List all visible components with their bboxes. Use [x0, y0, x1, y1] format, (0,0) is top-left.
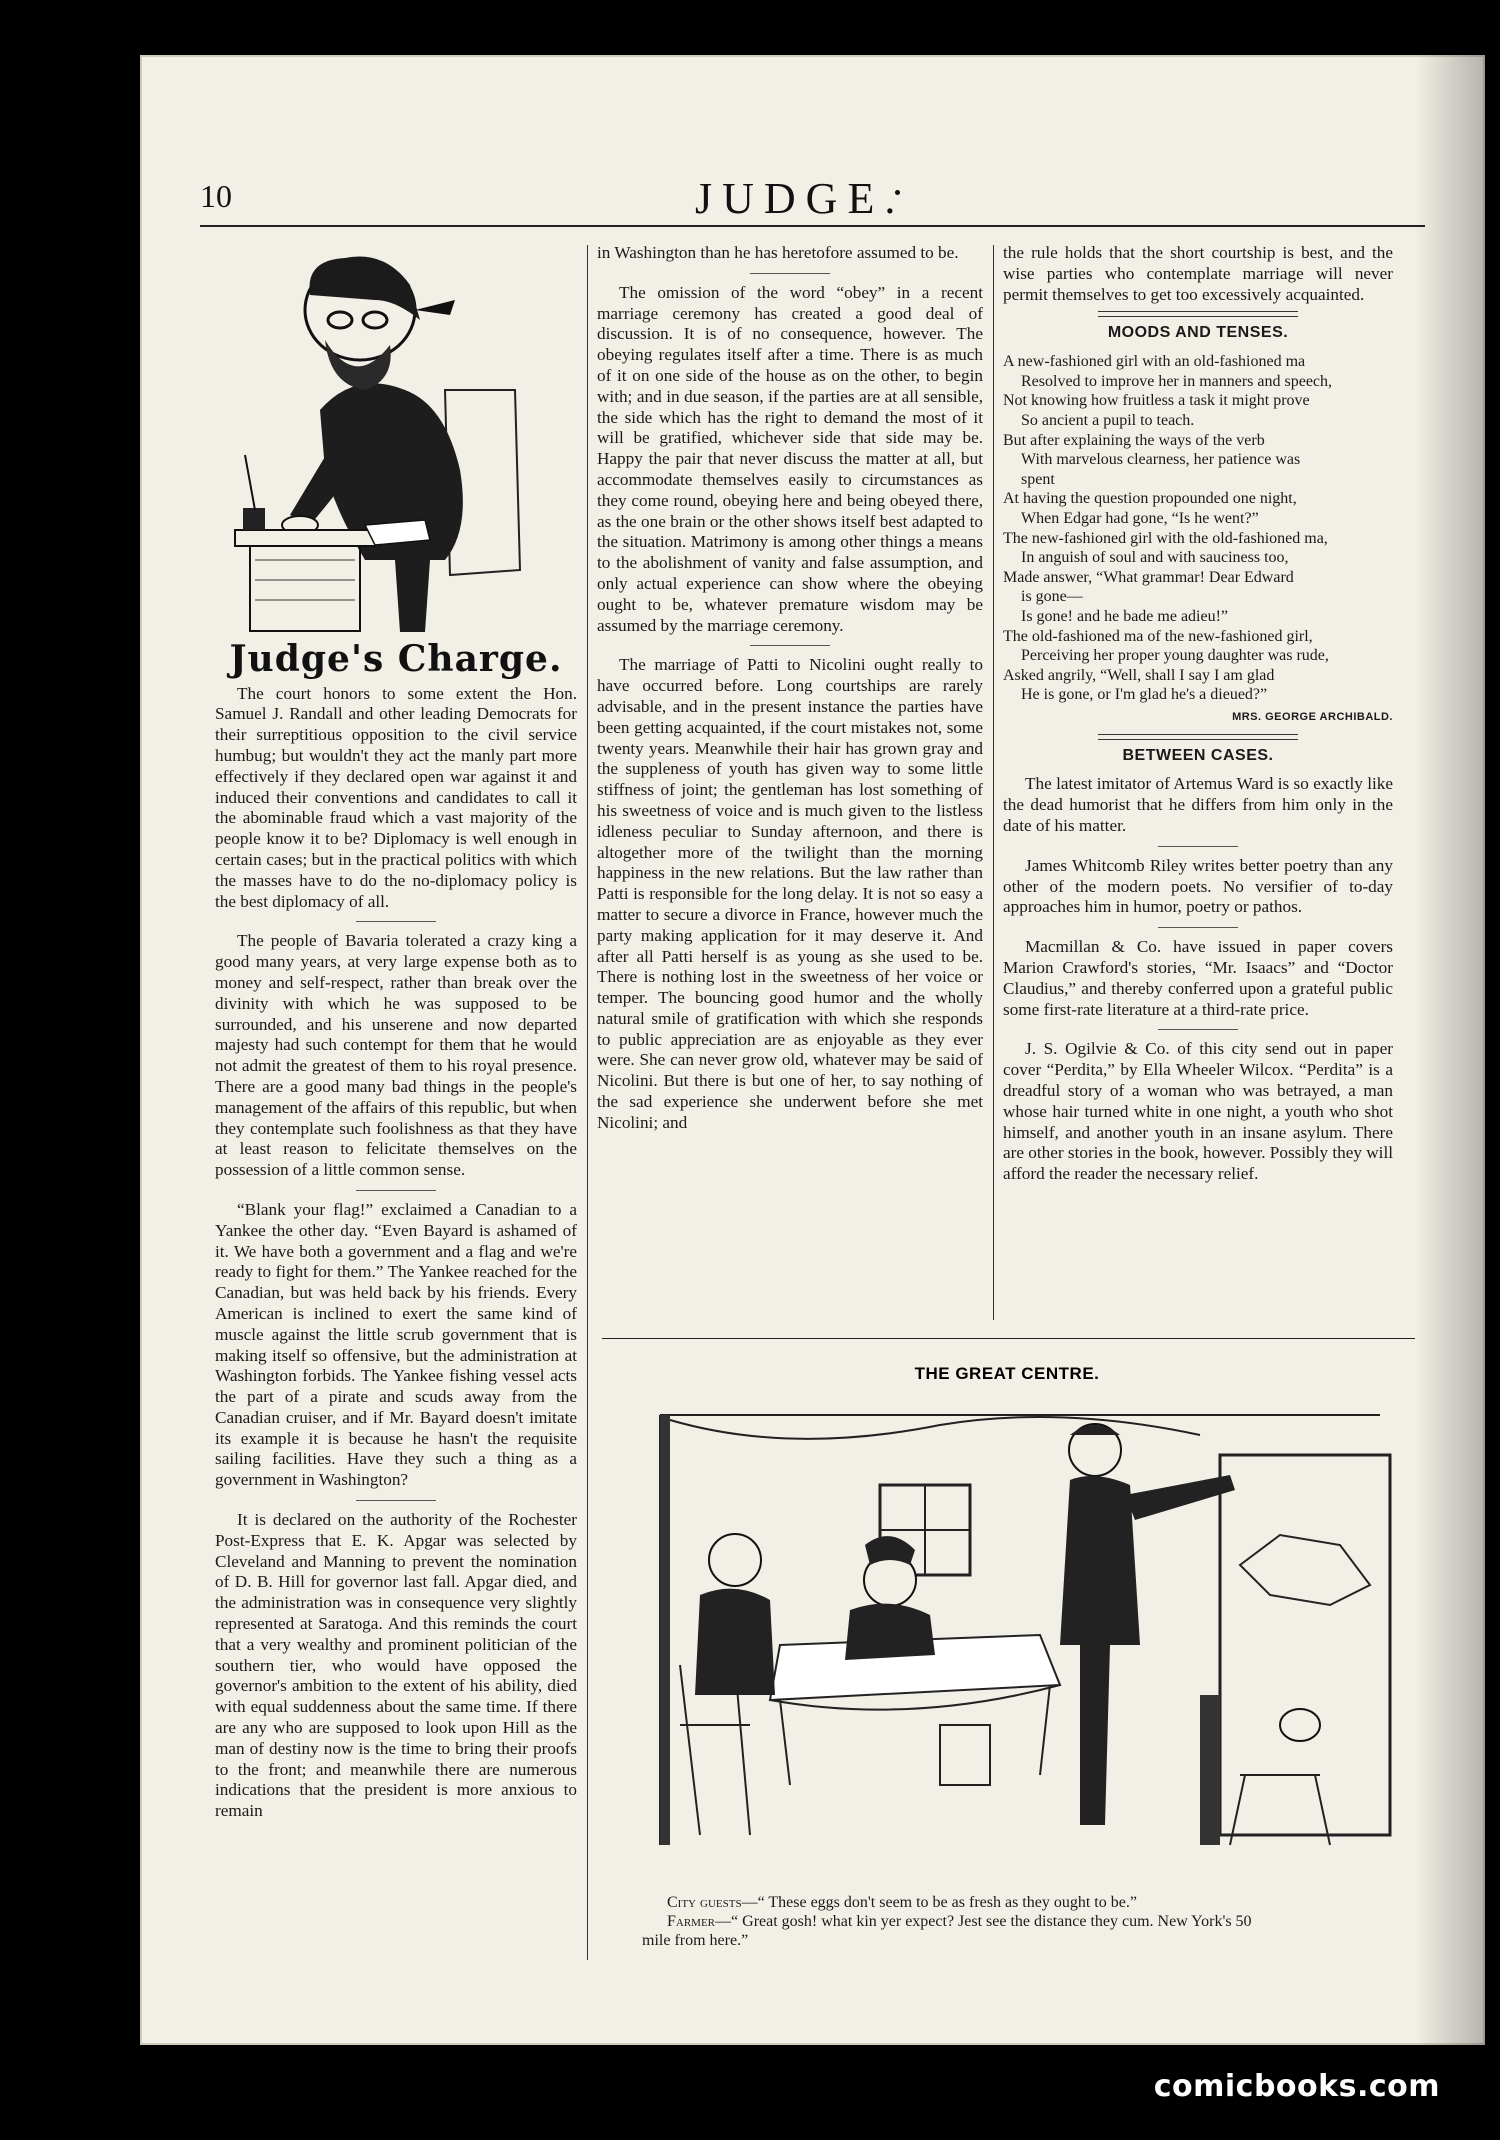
poem-line: spent: [1021, 470, 1055, 488]
newspaper-page: [140, 55, 1485, 2045]
poem-line: In anguish of soul and with sauciness too,: [1021, 549, 1289, 567]
caption-speaker-guests: City guests: [667, 1894, 742, 1911]
poem-line: Not knowing how fruitless a task it might prove: [1003, 392, 1310, 410]
poem-line: But after explaining the ways of the verb: [1003, 431, 1265, 449]
cartoon-caption: [642, 1893, 1402, 1950]
poem-line: At having the question propounded one night,: [1003, 490, 1297, 508]
separator: [1158, 846, 1238, 847]
separator: [750, 645, 830, 646]
double-rule: [1098, 734, 1298, 740]
double-rule: [1098, 311, 1298, 317]
caption-line-1: [642, 1893, 1402, 1912]
poem-line: Is gone! and he bade me adieu!”: [1021, 607, 1229, 625]
judge-caricature-illustration: [215, 240, 577, 635]
col1-paragraph-3: “Blank your flag!” exclaimed a Canadian to a Yankee the other day. “Even Bayard is ashamed of it. We have both a government and a flag and we're ready to fight for them.” The Yankee reached for the Canadian, but was held back by his friends. Every American is inclined to exert the same kind of muscle against the little scrub government that is making itself so offensive, but the administration at Washington forbids. The Yankee fishing vessel acts the part of a pirate and scuds away from the Canadian cruiser, and if Mr. Bayard doesn't imitate its example it is because he hasn't the requisite sailing facilities. Have they such a thing as a government in Washington?: [215, 1199, 577, 1490]
caption-speaker-farmer: Farmer: [667, 1913, 716, 1930]
col3-intro: the rule holds that the short courtship is best, and the wise parties who contemplate marriage will never permit themselves to get too excessively acquainted.: [1003, 243, 1393, 304]
poem-line: Made answer, “What grammar! Dear Edward: [1003, 568, 1294, 586]
watermark: comicbooks.com: [1153, 2069, 1440, 2104]
judges-charge-title: Judge's Charge.: [229, 637, 563, 680]
masthead: JUDGE.: [695, 174, 906, 223]
col3-paragraph-3: Macmillan & Co. have issued in paper covers Marion Crawford's stories, “Mr. Isaacs” and “Doctor Claudius,” and thereby conferred upon a grateful public some first-rate literature at a third-rate price.: [1003, 937, 1393, 1019]
poem-line: Resolved to improve her in manners and speech,: [1021, 372, 1333, 390]
poem-line: He is gone, or I'm glad he's a dieued?”: [1021, 686, 1268, 704]
poem-line: So ancient a pupil to teach.: [1021, 411, 1195, 429]
header-rule: [200, 225, 1425, 227]
section-title: BETWEEN CASES.: [1122, 746, 1274, 764]
poem-line: With marvelous clearness, her patience was: [1021, 451, 1301, 469]
poem-line: The new-fashioned girl with the old-fashioned ma,: [1003, 529, 1328, 547]
col3-paragraph-2: James Whitcomb Riley writes better poetry than any other of the modern poets. No versifier of to-day approaches him in humor, poetry or pathos.: [1003, 855, 1393, 917]
column-rule: [993, 245, 994, 1320]
caption-line-2-text: —“ Great gosh! what kin yer expect? Jest see the distance they cum. New York's 50: [715, 1913, 1252, 1930]
poem-credit: MRS. GEORGE ARCHIBALD.: [1232, 710, 1393, 723]
separator: [750, 273, 830, 274]
col1-paragraph-4: It is declared on the authority of the Rochester Post-Express that E. K. Apgar was selected by Cleveland and Manning to prevent the nomination of D. B. Hill for governor last fall. Apgar died, and the administration was in consequence very slightly represented at Saratoga. And this reminds the court that a very wealthy and prominent politician of the southern tier, who would have opposed the governor's ambition to the extent of his ability, died with equal suddenness about the same time. If there are any who are supposed to look upon Hill as the man of destiny now is the time to bring their proofs to the front; and meanwhile there are numerous indications that the president is more anxious to remain: [215, 1510, 577, 1821]
col1-paragraph-1: The court honors to some extent the Hon. Samuel J. Randall and other leading Democrats for their surreptitious opposition to the civil service humbug; but wouldn't they act the manly part more effectively if they declared open war against it and induced their conventions and candidates to call it the abominable fraud which a vast majority of the people know it to be? Diplomacy is well enough in certain cases; but in the practical politics with which the masses have to do the no-diplomacy policy is the best diplomacy of all.: [215, 683, 577, 911]
poem-line: When Edgar had gone, “Is he went?”: [1021, 509, 1259, 527]
poem-line: The old-fashioned ma of the new-fashioned girl,: [1003, 627, 1313, 645]
separator: [1158, 927, 1238, 928]
poem: [1003, 352, 1393, 705]
col2-paragraph-1: in Washington than he has heretofore assumed to be.: [597, 243, 959, 262]
column-rule: [587, 245, 588, 1960]
page-edge-shadow: [1415, 55, 1485, 2045]
caption-line-1-text: —“ These eggs don't seem to be as fresh as they ought to be.”: [741, 1894, 1137, 1911]
col3-paragraph-4: J. S. Ogilvie & Co. of this city send out in paper cover “Perdita,” by Ella Wheeler Wilcox. “Perdita” is a dreadful story of a woman who was betrayed, a man whose hair turned white in one night, a youth who shot himself, and another youth in an insane asylum. There are other stories in the book, however. Possibly they will afford the reader the necessary relief.: [1003, 1039, 1393, 1184]
poem-line: A new-fashioned girl with an old-fashioned ma: [1003, 353, 1306, 371]
poem-line: is gone—: [1021, 588, 1083, 606]
caption-line-2: [642, 1912, 1402, 1931]
separator: [1158, 1029, 1238, 1030]
column-2: [597, 243, 983, 1134]
separator: [356, 921, 436, 922]
cartoon-top-rule: [602, 1338, 1415, 1339]
poem-line: Perceiving her proper young daughter was rude,: [1021, 647, 1329, 665]
poem-title: MOODS AND TENSES.: [1107, 324, 1289, 342]
column-1: [215, 240, 577, 1822]
separator: [356, 1190, 436, 1191]
page-number: 10: [200, 178, 232, 214]
separator: [356, 1500, 436, 1501]
col3-paragraph-1: The latest imitator of Artemus Ward is so exactly like the dead humorist that he differs from him only in the date of his matter.: [1003, 774, 1393, 836]
caption-line-3: mile from here.”: [642, 1932, 749, 1949]
col1-paragraph-2: The people of Bavaria tolerated a crazy king a good many years, at very large expense both as to money and self-respect, rather than break over the divinity with which he was supposed to be surrounded, and his unserene and now departed majesty had such contempt for them that he would not admit the greatest of them to his royal presence. There are a good many bad things in the people's management of the affairs of this republic, but when they contemplate such foolishness as that they have at least reason to felicitate themselves on the possession of a little common sense.: [215, 931, 577, 1180]
cartoon-title: THE GREAT CENTRE.: [914, 1364, 1100, 1383]
col2-paragraph-3: The marriage of Patti to Nicolini ought really to have occurred before. Long courtships are rarely advisable, and in the present instance the parties have been getting acquainted, if the court mistakes not, some twenty years. Meanwhile their hair has grown gray and the suppleness of youth has given way to some little stiffness of joint; the gentleman has lost something of his sweetness of voice and is much given to the listless idleness peculiar to Sunday afternoon, and there is altogether more of the twilight than the morning happiness in the new relations. But the law rather than Patti is responsible for the long delay. It is not so easy a matter to secure a divorce in France, however much the party making application for it may deserve it. And after all Patti herself is as young as she used to be. There is nothing lost in the sweetness of her voice or temper. The bouncing good humor and the wholly natural smile of gratification with which she responds to public appreciation are as enjoyable as they ever were. She can never grow old, whatever may be said of Nicolini. But there is but one of her, to say nothing of the sad experience she underwent before she met Nicolini; and: [597, 655, 983, 1132]
column-3: [1003, 243, 1393, 1185]
great-centre-cartoon-illustration: [640, 1395, 1400, 1855]
poem-line: Asked angrily, “Well, shall I say I am glad: [1003, 666, 1275, 684]
col2-paragraph-2: The omission of the word “obey” in a recent marriage ceremony has created a good deal of discussion. It is of no consequence, however. The obeying regulates itself after a time. There is as much of it on one side of the house as on the other, to begin with; and in due season, if the parties are at all sensible, the side which has the right to demand the most of it will be gratified, whichever side that side may be. Happy the pair that never discuss the matter at all, but accommodate themselves easily to circumstances as they come round, obeying here and being obeyed there, as the one brain or the other shows itself best adapted to the situation. Matrimony is among other things a means to the abolishment of vanity and false assumption, and only actual experience can show where the obeying ought to be, whatever premature wisdom may be assumed by the marriage ceremony.: [597, 282, 983, 635]
